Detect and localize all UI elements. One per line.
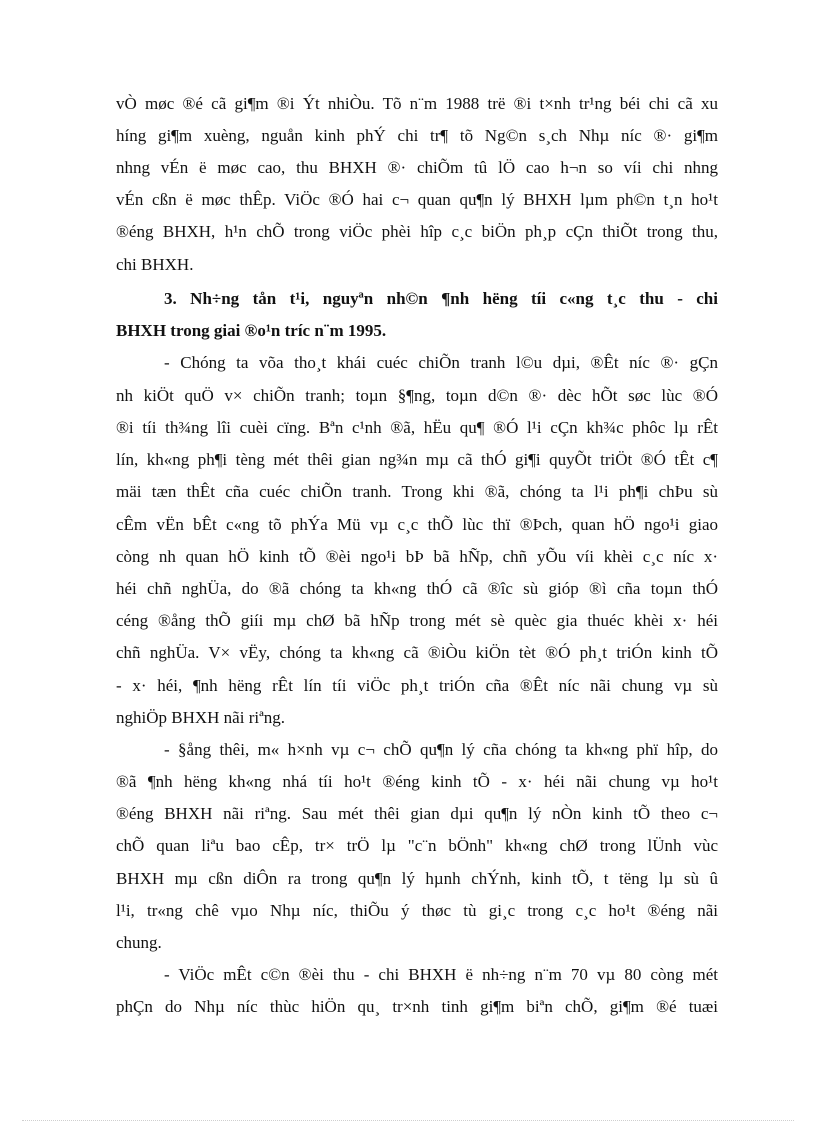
text-line: chung.: [116, 933, 162, 952]
page-bottom-rule: [22, 1120, 794, 1121]
text-line: híng gi¶m xuèng, nguån kinh phÝ chi tr¶ tõ Ng©n s¸ch Nhµ níc ®· gi¶m: [116, 126, 718, 145]
text-line: ®éng BHXH nãi riªng. Sau mét thêi gian dµi qu¶n lý nÒn kinh tÕ theo c¬: [116, 804, 718, 823]
text-line: ®i tíi th¾ng lîi cuèi cïng. Bªn c¹nh ®ã, hËu qu¶ ®Ó l¹i cÇn kh¾c phôc lµ rÊt: [116, 418, 718, 437]
text-line: phÇn do Nhµ níc thùc hiÖn qu¸ tr×nh tinh gi¶m biªn chÕ, gi¶m ®é tuæi: [116, 997, 718, 1016]
text-line: BHXH mµ cßn diÔn ra trong qu¶n lý hµnh chÝnh, kinh tÕ, t tëng lµ sù û: [116, 869, 718, 888]
text-line: chñ nghÜa. V× vËy, chóng ta kh«ng cã ®iÒu kiÖn tèt ®Ó ph¸t triÓn kinh tÕ: [116, 643, 718, 662]
text-line: nghiÖp BHXH nãi riªng.: [116, 708, 286, 727]
text-line: ®éng BHXH, h¹n chÕ trong viÖc phèi hîp c¸c biÖn ph¸p cÇn thiÕt trong thu,: [116, 222, 718, 241]
text-line: - x· héi, ¶nh hëng rÊt lín tíi viÖc ph¸t triÓn cña ®Êt níc nãi chung vµ sù: [116, 676, 718, 695]
text-line: mäi tæn thÊt cña cuéc chiÕn tranh. Trong khi ®ã, chóng ta l¹i ph¶i chÞu sù: [116, 482, 718, 501]
text-line: chi BHXH.: [116, 255, 194, 274]
text-line: héi chñ nghÜa, do ®ã chóng ta kh«ng thÓ cã ®îc sù gióp ®ì cña toµn thÓ: [116, 579, 718, 598]
text-line: - §ång thêi, m« h×nh vµ c¬ chÕ qu¶n lý cña chóng ta kh«ng phï hîp, do: [164, 740, 718, 759]
text-line: vÒ møc ®é cã gi¶m ®i Ýt nhiÒu. Tõ n¨m 1988 trë ®i t×nh tr¹ng béi chi cã xu: [116, 94, 718, 113]
section-heading: BHXH trong giai ®o¹n tríc n¨m 1995.: [116, 321, 387, 340]
text-line: - Chóng ta võa tho¸t khái cuéc chiÕn tranh l©u dµi, ®Êt níc ®· gÇn: [164, 353, 718, 372]
text-line: - ViÖc mÊt c©n ®èi thu - chi BHXH ë nh÷ng n¨m 70 vµ 80 còng mét: [164, 965, 718, 984]
text-line: nh kiÖt quÖ v× chiÕn tranh; toµn §¶ng, toµn d©n ®· dèc hÕt søc lùc ®Ó: [116, 386, 718, 405]
text-line: vÉn cßn ë møc thÊp. ViÖc ®Ó hai c¬ quan qu¶n lý BHXH lµm ph©n t¸n ho¹t: [116, 190, 718, 209]
text-line: l¹i, tr«ng chê vµo Nhµ níc, thiÕu ý thøc tù gi¸c trong c¸c ho¹t ®éng nãi: [116, 901, 718, 920]
text-line: nhng vÉn ë møc cao, thu BHXH ®· chiÕm tû lÖ cao h¬n so víi chi nhng: [116, 158, 718, 177]
text-line: lín, kh«ng ph¶i tèng mét thêi gian ng¾n mµ cã thÓ gi¶i quyÕt triÖt ®Ó tÊt c¶: [116, 450, 718, 469]
text-line: ®ã ¶nh hëng kh«ng nhá tíi ho¹t ®éng kinh tÕ - x· héi nãi chung vµ ho¹t: [116, 772, 718, 791]
text-line: còng nh quan hÖ kinh tÕ ®èi ngo¹i bÞ bã hÑp, chñ yÕu víi khèi c¸c níc x·: [116, 547, 718, 566]
text-line: cÊm vËn bÊt c«ng tõ phÝa Mü vµ c¸c thÕ lùc thï ®Þch, quan hÖ ngo¹i giao: [116, 515, 718, 534]
text-line: chÕ quan liªu bao cÊp, tr× trÖ lµ "c¨n bÖnh" kh«ng chØ trong lÜnh vùc: [116, 836, 718, 855]
text-line: céng ®ång thÕ giíi mµ chØ bã hÑp trong mét sè quèc gia thuéc khèi x· héi: [116, 611, 718, 630]
section-heading: 3. Nh÷ng tån t¹i, nguyªn nh©n ¶nh hëng tíi c«ng t¸c thu - chi: [164, 289, 718, 308]
